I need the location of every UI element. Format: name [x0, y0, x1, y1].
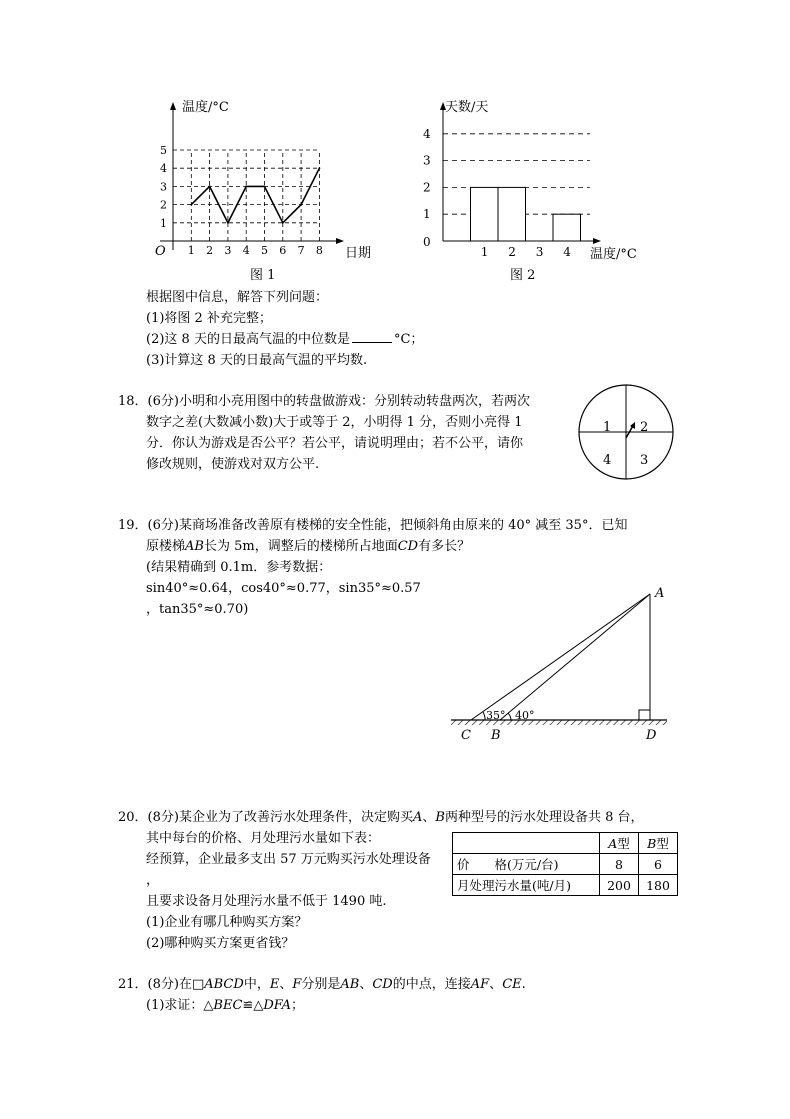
fig1-y-tick-label: 4 [160, 162, 167, 176]
ground-hatching [451, 720, 667, 725]
angle-arc-35 [483, 712, 485, 720]
fig2-x-arrow [593, 238, 601, 244]
segment-ab [500, 594, 650, 720]
angle-35-label: 35° [486, 709, 506, 722]
fig2-bar [471, 187, 499, 241]
q21-p1-end: ； [291, 998, 305, 1013]
row-capacity-a: 200 [600, 875, 639, 896]
fig2-x-ticks [481, 245, 572, 259]
fig2-ylabel: 天数/天 [445, 100, 489, 115]
table-header-a [600, 833, 639, 854]
q18-line1: 18．(6分)小明和小亮用图中的转盘做游戏：分别转动转盘两次，若两次 [118, 394, 530, 409]
fig1-xlabel: 日期 [345, 246, 372, 261]
equipment-table [452, 832, 678, 896]
q20-line4: ， [146, 873, 160, 888]
row-price-a: 8 [600, 854, 639, 875]
q20-type-b: B [435, 810, 445, 825]
fig1-origin: O [155, 244, 166, 259]
q21-a: 21．(8分)在 [118, 977, 192, 992]
q19-line2-a: 原楼梯 [146, 539, 186, 554]
fig2-x-tick-label: 4 [563, 245, 571, 259]
point-a-label: A [655, 586, 665, 601]
q20-line1-a: 20．(8分)某企业为了改善污水处理条件，决定购买 [118, 810, 413, 825]
fig1-x-tick-label: 2 [206, 244, 214, 257]
fig2-caption: 图 2 [510, 268, 536, 283]
fig1-ylabel: 温度/°C [182, 100, 229, 115]
fig2-x-tick-label: 1 [480, 245, 489, 259]
fig1-y-tick-label: 3 [160, 180, 167, 194]
q21-c: 中， [243, 977, 270, 992]
header-b-letter: B [647, 836, 657, 851]
q21-f: F [292, 977, 302, 992]
fig1-y-tick-label: 2 [160, 198, 167, 212]
q21-g: 分别是 [301, 977, 341, 992]
fig2-y-tick-label: 3 [423, 153, 431, 168]
q19-line5: ，tan35°≈0.70) [146, 602, 249, 617]
fig1-data-point [190, 204, 192, 206]
spinner-figure [576, 382, 676, 482]
q17-part2-text: (2)这 8 天的日最高气温的中位数是 [146, 332, 350, 347]
fig1-data-point [227, 222, 229, 224]
q21-sep3: 、 [489, 977, 503, 992]
fig1-x-tick-label: 5 [261, 244, 268, 257]
q17-part2 [146, 328, 423, 347]
segment-ac [471, 594, 650, 720]
fig1-data-point [245, 186, 247, 188]
q20-line1-e: 两种型号的污水处理设备共 8 台， [444, 810, 644, 825]
fig2-x-tick-label: 3 [535, 245, 544, 259]
fig1-y-ticks [160, 144, 167, 230]
angle-arc-40 [508, 713, 511, 720]
fig1-y-tick-label: 5 [160, 144, 167, 157]
q17-part3: (3)计算这 8 天的日最高气温的平均数. [146, 353, 368, 368]
fig1-x-tick-label: 7 [297, 244, 305, 257]
fig1-x-ticks [188, 244, 323, 257]
q21-ab: AB [340, 977, 360, 992]
q21-part1 [146, 994, 304, 1013]
q18-line2: 数字之差(大数减小数)大于或等于 2，小明得 1 分，否则小亮得 1 [146, 415, 523, 430]
fig1-x-tick-label: 6 [279, 244, 287, 257]
spinner-sector-2: 2 [640, 420, 649, 435]
fig1-data-point [300, 204, 302, 206]
fig1-x-tick-label: 3 [224, 244, 232, 257]
q21-ce: CE [502, 977, 522, 992]
q19-line1: 19．(6分)某商场准备改善原有楼梯的安全性能，把倾斜角由原来的 40° 减至 35°．已知 [118, 518, 628, 533]
fig2-x-tick-label: 2 [508, 245, 516, 259]
q20-line2: 其中每台的价格、月处理污水量如下表： [146, 831, 381, 846]
fig1-data-point [282, 222, 284, 224]
table-header-row [453, 833, 678, 854]
row-price-label: 价 格(万元/台) [453, 854, 600, 875]
spinner-sector-4: 4 [603, 453, 612, 468]
q21-p1-dfa: DFA [263, 998, 292, 1013]
q17-intro: 根据图中信息，解答下列问题： [146, 290, 329, 305]
fig1-caption: 图 1 [250, 268, 276, 283]
fig2-y-ticks [423, 127, 431, 221]
fig2-bar [498, 187, 526, 241]
q20-part1: (1)企业有哪几种购买方案？ [146, 915, 308, 930]
fig2-origin: 0 [423, 235, 431, 249]
q19-line2-c: 长为 5m，调整后的楼梯所占地面 [203, 539, 398, 554]
row-price-b: 6 [639, 854, 678, 875]
q18-line3: 分．你认为游戏是否公平？若公平，请说明理由；若不公平，请你 [146, 436, 524, 451]
fig1-series-line [191, 168, 319, 223]
fig2-bars [471, 187, 581, 241]
fig2-bar [553, 214, 581, 241]
q21-p1-congruent: ≌△ [242, 998, 264, 1013]
point-c-label: C [461, 728, 471, 743]
fig1-data-point [319, 167, 321, 169]
q17-part2-unit: °C； [393, 332, 424, 347]
q21-af: AF [470, 977, 490, 992]
q21-k: 的中点，连接 [392, 977, 471, 992]
fig2-y-tick-label: 2 [423, 180, 431, 195]
q21-e: E [269, 977, 280, 992]
fig1-x-tick-label: 1 [187, 244, 195, 257]
q19-line3: (结果精确到 0.1m．参考数据： [146, 560, 332, 575]
q21-p1-bec: BEC [213, 998, 243, 1013]
q19-line4: sin40°≈0.64，cos40°≈0.77，sin35°≈0.57 [146, 581, 421, 596]
header-a-suffix: 型 [617, 836, 630, 851]
figure-2-bar-chart [415, 92, 655, 277]
q17-part1: (1)将图 2 补充完整； [146, 311, 272, 326]
row-capacity-b: 180 [639, 875, 678, 896]
q21-p1-a: (1)求证：△ [146, 998, 214, 1013]
angle-40-label: 40° [515, 709, 535, 722]
q21-period: . [521, 977, 526, 992]
spinner-sector-3: 3 [640, 453, 649, 468]
q19-line2 [146, 535, 470, 554]
row-capacity-label: 月处理污水量(吨/月) [453, 875, 600, 896]
header-b-suffix: 型 [656, 836, 669, 851]
point-b-label: B [491, 728, 501, 743]
right-angle-mark [639, 710, 650, 720]
fig2-xlabel: 温度/°C [590, 247, 637, 262]
fig1-data-point [264, 186, 266, 188]
q21-line1 [118, 973, 526, 992]
figure-1-line-chart [140, 92, 380, 277]
stair-triangle-figure [445, 582, 675, 744]
point-d-label: D [646, 728, 657, 743]
q20-line3: 经预算，企业最多支出 57 万元购买污水处理设备 [146, 852, 431, 867]
fig1-y-arrow [170, 102, 176, 110]
q20-sep: 、 [422, 810, 436, 825]
fig1-x-tick-label: 4 [242, 244, 250, 257]
q20-line5: 且要求设备月处理污水量不低于 1490 吨. [146, 894, 387, 909]
q21-parallelogram: □ABCD [191, 977, 244, 992]
fig2-y-tick-label: 4 [423, 126, 431, 141]
fig1-data-point [209, 186, 211, 188]
q21-sep2: 、 [359, 977, 373, 992]
q19-line2-e: 有多长？ [418, 539, 471, 554]
q18-line4: 修改规则，使游戏对双方公平. [146, 457, 320, 472]
table-row [453, 854, 678, 875]
fig1-y-tick-label: 1 [160, 216, 167, 230]
spinner-sector-1: 1 [603, 420, 612, 435]
fig1-x-tick-label: 8 [315, 244, 323, 257]
q19-segment-cd: CD [397, 539, 419, 554]
fig1-grid [173, 150, 319, 241]
header-a-letter: A [608, 836, 618, 851]
q21-sep1: 、 [279, 977, 293, 992]
q20-type-a: A [412, 810, 423, 825]
table-row [453, 875, 678, 896]
q17-answer-blank[interactable] [352, 330, 392, 343]
q21-cd: CD [372, 977, 393, 992]
fig2-y-tick-label: 1 [423, 207, 431, 222]
table-corner-cell [453, 833, 600, 854]
fig1-x-arrow [336, 238, 344, 244]
q20-part2: (2)哪种购买方案更省钱？ [146, 936, 295, 951]
q20-line1 [118, 806, 643, 825]
q19-segment-ab: AB [185, 539, 204, 554]
table-header-b [639, 833, 678, 854]
